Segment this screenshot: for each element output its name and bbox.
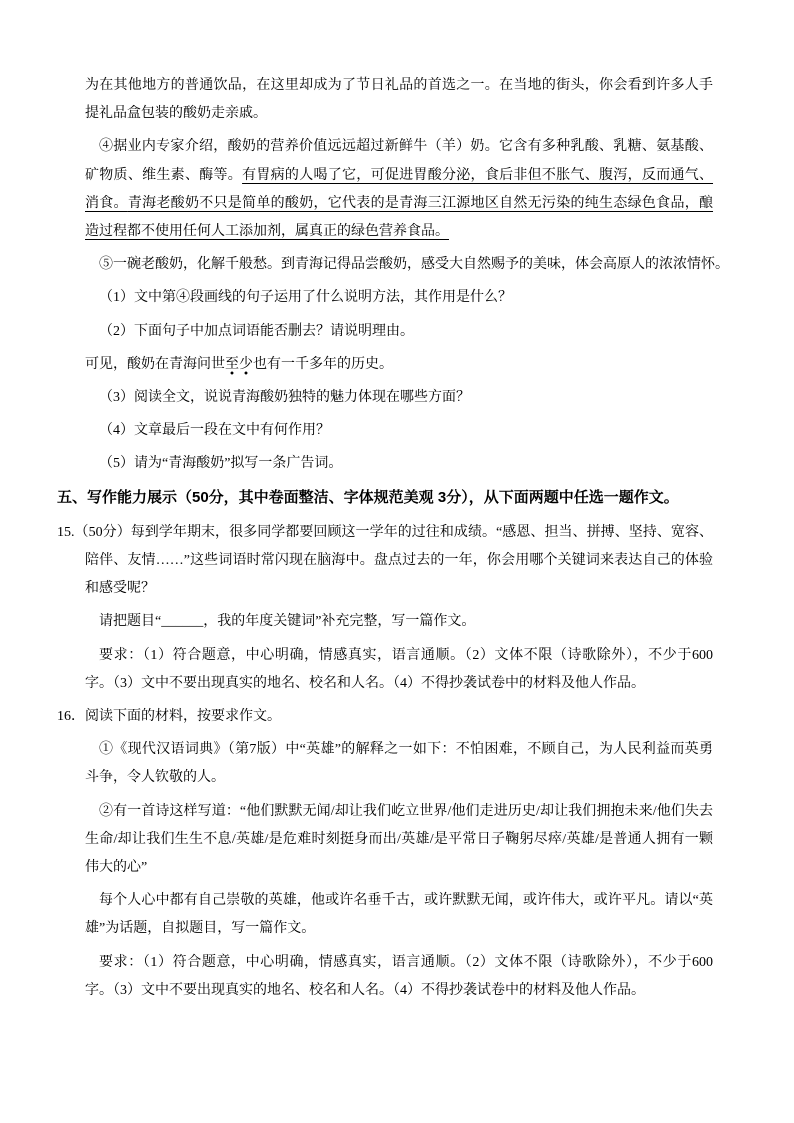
reading-question-1: （1）文中第④段画线的句子运用了什么说明方法，其作用是什么？ <box>99 290 512 306</box>
question-15-score: （50分） <box>74 524 131 540</box>
essay-question-16 <box>57 703 713 731</box>
reading-question-2: （2）下面句子中加点词语能否删去？请说明理由。 <box>99 323 414 339</box>
question-16-body: 阅读下面的材料，按要求作文。 <box>85 709 281 725</box>
paragraph-4-text: ④据业内专家介绍，酸奶的营养价值远远超过新鲜牛（羊）奶。它含有多种乳酸、乳糖、氨基酸、矿物质、维生素、酶等。 <box>85 139 713 183</box>
essay-question-15 <box>57 519 713 604</box>
question-16-requirements: 要求：（1）符合题意，中心明确，情感真实，语言通顺。（2）文体不限（诗歌除外），不少于600字。（3）文中不要出现真实的地名、校名和人名。（4）不得抄袭试卷中的材料及他人作品。 <box>85 954 713 998</box>
paragraph-4-underlined-sentence-1: 有胃病的人喝了它，可促进胃酸分泌，食后非但不胀气、腹泻，反而通气、消食。 <box>85 167 714 211</box>
question-15-requirements: 要求：（1）符合题意，中心明确，情感真实，语言通顺。（2）文体不限（诗歌除外），不少于600字。（3）文中不要出现真实的地名、校名和人名。（4）不得抄袭试卷中的材料及他人作品。 <box>85 647 713 691</box>
reading-question-4: （4）文章最后一段在文中有何作用？ <box>99 423 330 439</box>
quoted-sentence-before: 可见，酸奶在青海问世 <box>85 356 225 372</box>
paragraph-4-underlined-sentence-2: 青海老酸奶不只是简单的酸奶，它代表的是青海三江源地区自然无污染的纯生态绿色食品，酿造过程都不使用任何人工添加剂，属真正的绿色营养食品。 <box>85 195 714 240</box>
passage-paragraph-4 <box>85 133 713 246</box>
dotted-emphasis-word: 至少 <box>225 357 253 375</box>
passage-paragraph-5: ⑤一碗老酸奶，化解千般愁。到青海记得品尝酸奶，感受大自然赐予的美味，体会高原人的浓浓情怀。 <box>99 257 729 273</box>
question-16-material-1: ①《现代汉语词典》（第7版）中“英雄”的解释之一如下：不怕困难，不顾自己，为人民利益而英勇斗争，令人钦敬的人。 <box>85 742 713 786</box>
question-15-title-line: 请把题目“______，我的年度关键词”补充完整，写一篇作文。 <box>99 614 476 630</box>
section-5-heading: 五、写作能力展示（50分，其中卷面整洁、字体规范美观 3分），从下面两题中任选一题作文。 <box>57 488 679 506</box>
quoted-sentence <box>85 351 713 379</box>
question-16-material-2: ②有一首诗这样写道：“他们默默无闻/却让我们屹立世界/他们走进历史/却让我们拥抱未来/他们失去生命/却让我们生生不息/英雄/是危难时刻挺身而出/英雄/是平常日子鞠躬尽瘁/英雄/是普通人拥有一颗伟大的心” <box>85 803 713 876</box>
quoted-sentence-after: 也有一千多年的历史。 <box>253 356 393 372</box>
question-16-material-3: 每个人心中都有自己崇敬的英雄，他或许名垂千古，或许默默无闻，或许伟大，或许平凡。请以“英雄”为话题，自拟题目，写一篇作文。 <box>85 893 713 937</box>
reading-question-3: （3）阅读全文，说说青海酸奶独特的魅力体现在哪些方面？ <box>99 390 470 406</box>
question-15-body: 每到学年期末，很多同学都要回顾这一学年的过往和成绩。“感恩、担当、拼搏、坚持、宽容、陪伴、友情……”这些词语时常闪现在脑海中。盘点过去的一年，你会用哪个关键词来表达自己的体验和感受呢？ <box>85 524 713 597</box>
passage-continuation-paragraph: 为在其他地方的普通饮品，在这里却成为了节日礼品的首选之一。在当地的街头，你会看到许多人手提礼品盒包装的酸奶走亲戚。 <box>85 78 713 122</box>
reading-question-5: （5）请为“青海酸奶”拟写一条广告词。 <box>99 456 343 472</box>
page-content <box>57 72 729 1010</box>
question-16-number: 16． <box>57 709 85 725</box>
question-15-number: 15. <box>57 524 75 540</box>
